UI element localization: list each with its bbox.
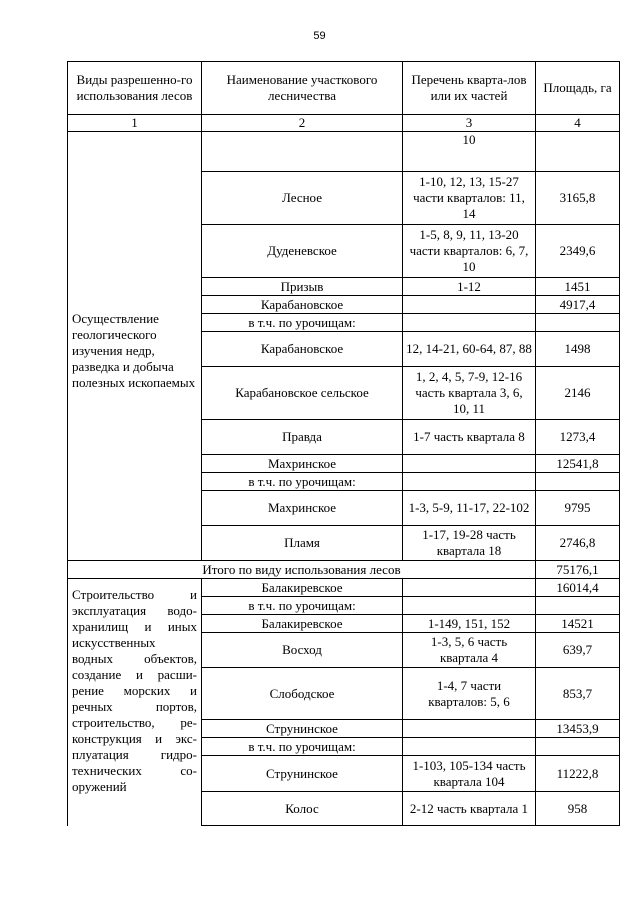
area-cell xyxy=(536,473,620,491)
area-cell: 9795 xyxy=(536,491,620,526)
area-cell xyxy=(536,132,620,172)
quarters-cell xyxy=(403,720,536,738)
column-index: 2 xyxy=(202,115,403,132)
quarters-cell: 1-4, 7 части кварталов: 5, 6 xyxy=(403,668,536,720)
quarters-cell: 1-3, 5-9, 11-17, 22-102 xyxy=(403,491,536,526)
forestry-name-cell: Балакиревское xyxy=(202,615,403,633)
forestry-name-cell: Слободское xyxy=(202,668,403,720)
total-row xyxy=(68,561,620,579)
area-cell: 13453,9 xyxy=(536,720,620,738)
area-cell: 853,7 xyxy=(536,668,620,720)
area-cell: 1498 xyxy=(536,332,620,367)
quarters-cell: 2-12 часть квартала 1 xyxy=(403,792,536,826)
area-cell: 14521 xyxy=(536,615,620,633)
quarters-cell: 1-5, 8, 9, 11, 13-20 части кварталов: 6, 7, 10 xyxy=(403,225,536,278)
area-cell: 2349,6 xyxy=(536,225,620,278)
column-index: 4 xyxy=(536,115,620,132)
forestry-name-cell xyxy=(202,132,403,172)
forestry-name-cell: Балакиревское xyxy=(202,579,403,597)
table-row xyxy=(68,579,620,597)
quarters-cell xyxy=(403,473,536,491)
quarters-cell xyxy=(403,314,536,332)
area-cell: 958 xyxy=(536,792,620,826)
subdivision-label: в т.ч. по урочищам: xyxy=(202,314,403,332)
quarters-cell: 1-10, 12, 13, 15-27 части кварталов: 11, 14 xyxy=(403,172,536,225)
area-cell: 3165,8 xyxy=(536,172,620,225)
area-cell: 2146 xyxy=(536,367,620,420)
header-use-type: Виды разрешенно-го использования лесов xyxy=(68,62,202,115)
forestry-name-cell: Правда xyxy=(202,420,403,455)
quarters-cell: 1-12 xyxy=(403,278,536,296)
header-area: Площадь, га xyxy=(536,62,620,115)
forestry-name-cell: Махринское xyxy=(202,455,403,473)
page-number: 59 xyxy=(313,30,326,42)
forestry-name-cell: Восход xyxy=(202,633,403,668)
area-cell: 12541,8 xyxy=(536,455,620,473)
area-cell xyxy=(536,314,620,332)
area-cell xyxy=(536,597,620,615)
quarters-cell: 1, 2, 4, 5, 7-9, 12-16 часть квартала 3, 6, 10, 11 xyxy=(403,367,536,420)
total-area: 75176,1 xyxy=(536,561,620,579)
column-index-row xyxy=(68,115,620,132)
quarters-cell: 1-17, 19-28 часть квартала 18 xyxy=(403,526,536,561)
column-index: 3 xyxy=(403,115,536,132)
area-cell: 16014,4 xyxy=(536,579,620,597)
area-cell: 1273,4 xyxy=(536,420,620,455)
quarters-cell: 1-7 часть квартала 8 xyxy=(403,420,536,455)
quarters-cell: 12, 14-21, 60-64, 87, 88 xyxy=(403,332,536,367)
quarters-cell xyxy=(403,579,536,597)
quarters-cell xyxy=(403,738,536,756)
forest-use-table xyxy=(67,61,620,826)
column-index: 1 xyxy=(68,115,202,132)
quarters-cell xyxy=(403,296,536,314)
quarters-cell: 1-149, 151, 152 xyxy=(403,615,536,633)
header-forestry-name: Наименование участкового лесничества xyxy=(202,62,403,115)
area-cell: 1451 xyxy=(536,278,620,296)
quarters-cell xyxy=(403,597,536,615)
quarters-cell: 10 xyxy=(403,132,536,172)
subdivision-label: в т.ч. по урочищам: xyxy=(202,473,403,491)
total-label: Итого по виду использования лесов xyxy=(68,561,536,579)
forestry-name-cell: Карабановское xyxy=(202,296,403,314)
subdivision-label: в т.ч. по урочищам: xyxy=(202,597,403,615)
forestry-name-cell: Карабановское xyxy=(202,332,403,367)
forestry-name-cell: Махринское xyxy=(202,491,403,526)
forestry-name-cell: Дуденевское xyxy=(202,225,403,278)
forestry-name-cell: Струнинское xyxy=(202,756,403,792)
quarters-cell: 1-3, 5, 6 часть квартала 4 xyxy=(403,633,536,668)
header-quarters: Перечень кварта-лов или их частей xyxy=(403,62,536,115)
area-cell: 11222,8 xyxy=(536,756,620,792)
area-cell xyxy=(536,738,620,756)
forestry-name-cell: Лесное xyxy=(202,172,403,225)
use-type-cell: Осуществление геологического изучения недр, разведка и добыча полезных ископаемых xyxy=(68,132,202,561)
subdivision-label: в т.ч. по урочищам: xyxy=(202,738,403,756)
quarters-cell xyxy=(403,455,536,473)
forestry-name-cell: Струнинское xyxy=(202,720,403,738)
forestry-name-cell: Призыв xyxy=(202,278,403,296)
area-cell: 2746,8 xyxy=(536,526,620,561)
forestry-name-cell: Карабановское сельское xyxy=(202,367,403,420)
area-cell: 639,7 xyxy=(536,633,620,668)
quarters-cell: 1-103, 105-134 часть квартала 104 xyxy=(403,756,536,792)
area-cell: 4917,4 xyxy=(536,296,620,314)
forestry-name-cell: Колос xyxy=(202,792,403,826)
table-header-row xyxy=(68,62,620,115)
table-row xyxy=(68,132,620,172)
forestry-name-cell: Пламя xyxy=(202,526,403,561)
use-type-cell: Строительство и эксплуатация водо-хранилищ и иных искусственных водных объектов, создание и расши-рение морских и речных портов, строительство, ре-конструкция и экс-плуатация гидро-технических со-оружений xyxy=(68,579,202,826)
